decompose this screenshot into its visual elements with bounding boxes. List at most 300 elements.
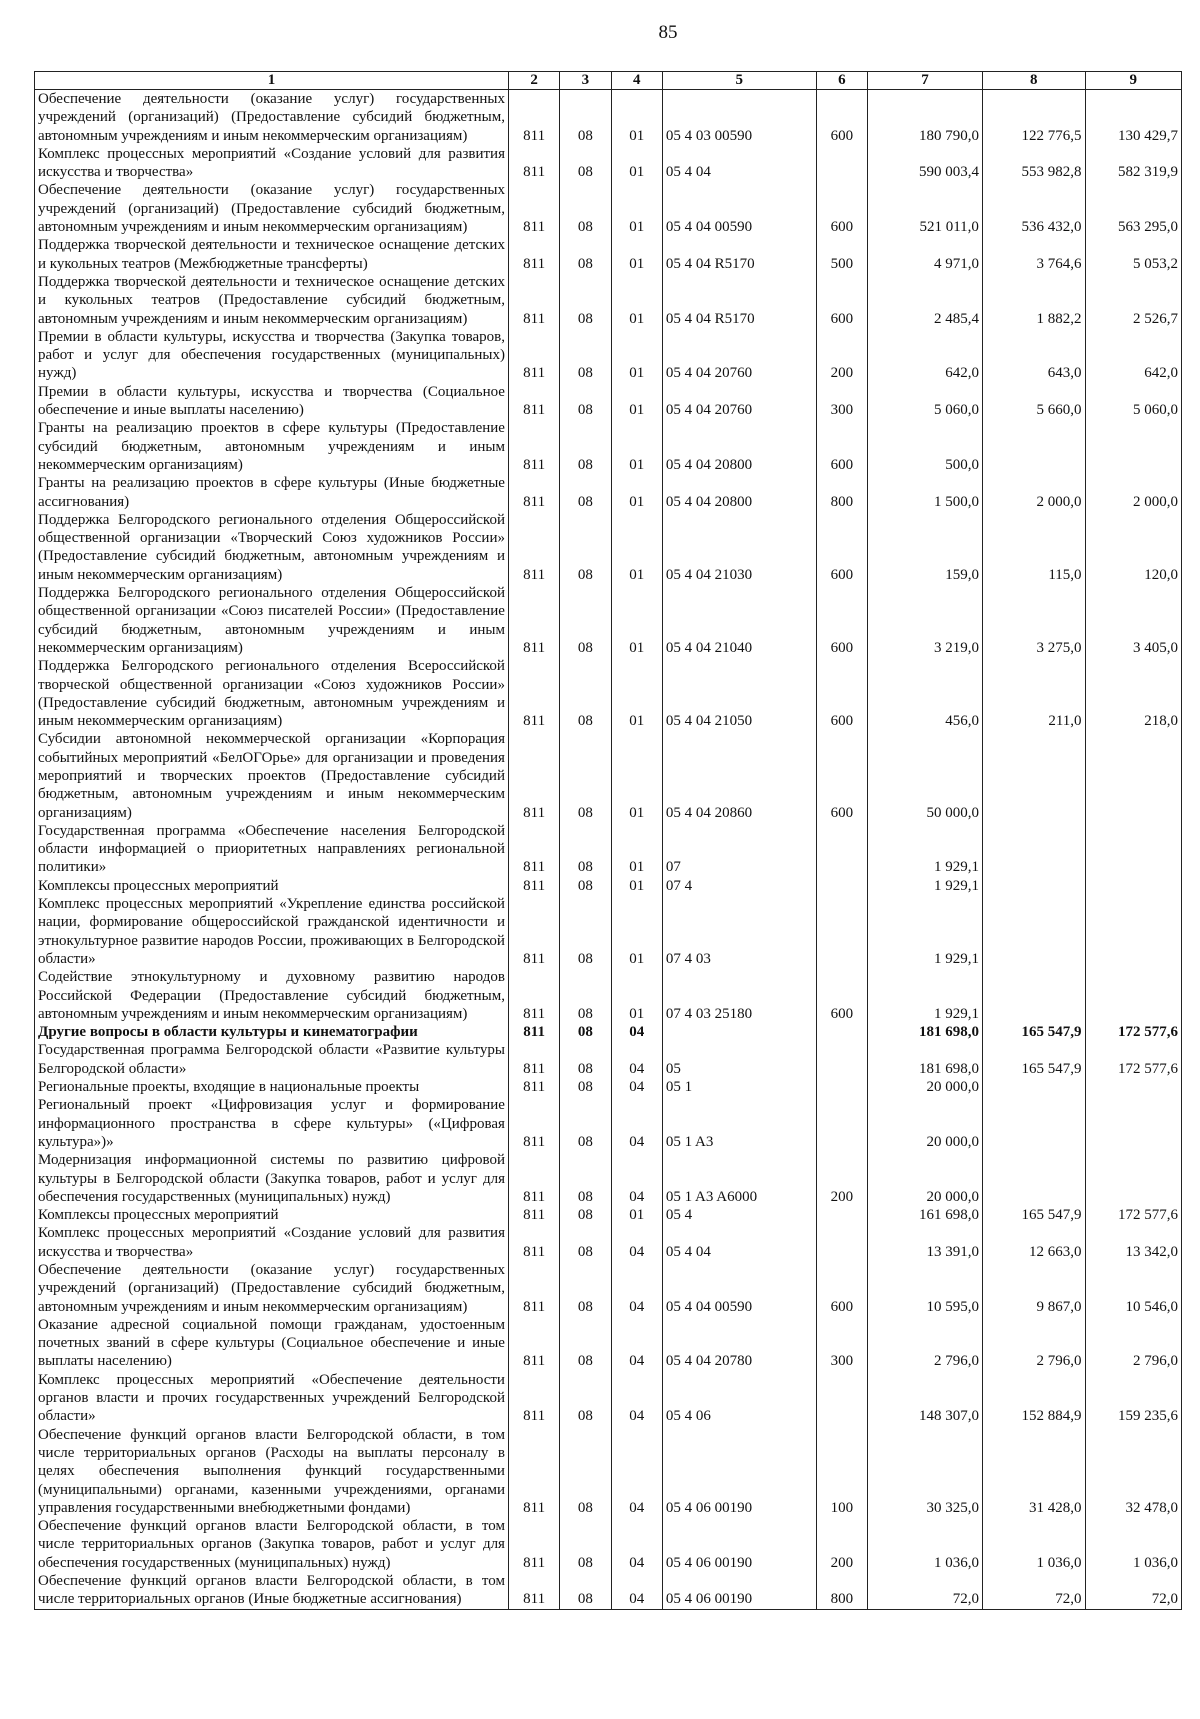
row-expense-type bbox=[816, 1371, 867, 1426]
table-row bbox=[35, 1426, 1182, 1517]
row-subsection: 01 bbox=[611, 1206, 662, 1224]
row-subsection: 01 bbox=[611, 474, 662, 511]
row-expense-type bbox=[816, 1041, 867, 1078]
row-amount-year1: 3 219,0 bbox=[868, 584, 983, 657]
row-amount-year3: 172 577,6 bbox=[1085, 1041, 1181, 1078]
table-row bbox=[35, 273, 1182, 328]
col-header-7: 7 bbox=[868, 72, 983, 90]
row-name: Обеспечение функций органов власти Белгородской области, в том числе территориальных органов (Иные бюджетные ассигнования) bbox=[35, 1572, 509, 1609]
row-amount-year1: 181 698,0 bbox=[868, 1023, 983, 1041]
row-amount-year1: 500,0 bbox=[868, 419, 983, 474]
row-amount-year1: 148 307,0 bbox=[868, 1371, 983, 1426]
row-amount-year1: 590 003,4 bbox=[868, 145, 983, 182]
table-row bbox=[35, 1572, 1182, 1609]
row-section: 08 bbox=[560, 657, 611, 730]
row-expense-type: 600 bbox=[816, 968, 867, 1023]
row-section: 08 bbox=[560, 968, 611, 1023]
row-section: 08 bbox=[560, 1261, 611, 1316]
row-expense-type: 600 bbox=[816, 90, 867, 145]
row-amount-year3 bbox=[1085, 822, 1181, 877]
row-subsection: 04 bbox=[611, 1371, 662, 1426]
row-section: 08 bbox=[560, 1041, 611, 1078]
row-subsection: 04 bbox=[611, 1517, 662, 1572]
row-name: Обеспечение деятельности (оказание услуг) государственных учреждений (организаций) (Предоставление субсидий бюджетным, автономным учреждениям и иным некоммерческим организациям) bbox=[35, 181, 509, 236]
row-expense-type: 600 bbox=[816, 730, 867, 821]
row-section: 08 bbox=[560, 1224, 611, 1261]
row-ministry-code: 811 bbox=[508, 1096, 559, 1151]
row-target-article: 05 4 04 21030 bbox=[662, 511, 816, 584]
row-amount-year3: 72,0 bbox=[1085, 1572, 1181, 1609]
col-header-5: 5 bbox=[662, 72, 816, 90]
row-amount-year2 bbox=[982, 822, 1085, 877]
row-subsection: 01 bbox=[611, 273, 662, 328]
row-amount-year3: 218,0 bbox=[1085, 657, 1181, 730]
row-amount-year3: 2 000,0 bbox=[1085, 474, 1181, 511]
row-subsection: 04 bbox=[611, 1151, 662, 1206]
row-amount-year3: 159 235,6 bbox=[1085, 1371, 1181, 1426]
row-subsection: 04 bbox=[611, 1224, 662, 1261]
row-name: Поддержка творческой деятельности и техническое оснащение детских и кукольных театров (Предоставление субсидий бюджетным, автономным учреждениям и иным некоммерческим организациям) bbox=[35, 273, 509, 328]
row-name: Премии в области культуры, искусства и творчества (Социальное обеспечение и иные выплаты населению) bbox=[35, 383, 509, 420]
row-expense-type: 600 bbox=[816, 273, 867, 328]
table-body bbox=[35, 90, 1182, 1610]
row-amount-year2: 3 764,6 bbox=[982, 236, 1085, 273]
table-row bbox=[35, 145, 1182, 182]
row-amount-year3: 13 342,0 bbox=[1085, 1224, 1181, 1261]
row-name: Субсидии автономной некоммерческой организации «Корпорация событийных мероприятий «БелОГОрье» для организации и проведения мероприятий и творческих проектов (Предоставление субсидий бюджетным, автономным учреждениям и иным некоммерческим организациям) bbox=[35, 730, 509, 821]
table-row bbox=[35, 1224, 1182, 1261]
row-amount-year1: 30 325,0 bbox=[868, 1426, 983, 1517]
row-expense-type: 200 bbox=[816, 1151, 867, 1206]
row-section: 08 bbox=[560, 1517, 611, 1572]
page-number: 85 bbox=[658, 22, 678, 43]
row-amount-year3 bbox=[1085, 968, 1181, 1023]
row-amount-year3 bbox=[1085, 895, 1181, 968]
row-ministry-code: 811 bbox=[508, 1426, 559, 1517]
row-expense-type: 600 bbox=[816, 584, 867, 657]
row-subsection: 04 bbox=[611, 1426, 662, 1517]
row-name: Обеспечение деятельности (оказание услуг) государственных учреждений (организаций) (Предоставление субсидий бюджетным, автономным учреждениям и иным некоммерческим организациям) bbox=[35, 1261, 509, 1316]
row-target-article bbox=[662, 1023, 816, 1041]
row-amount-year3: 582 319,9 bbox=[1085, 145, 1181, 182]
row-amount-year2: 165 547,9 bbox=[982, 1041, 1085, 1078]
row-expense-type bbox=[816, 877, 867, 895]
row-section: 08 bbox=[560, 822, 611, 877]
row-target-article: 05 4 06 bbox=[662, 1371, 816, 1426]
row-ministry-code: 811 bbox=[508, 1224, 559, 1261]
row-section: 08 bbox=[560, 181, 611, 236]
row-section: 08 bbox=[560, 474, 611, 511]
row-section: 08 bbox=[560, 1371, 611, 1426]
row-target-article: 05 4 04 21050 bbox=[662, 657, 816, 730]
row-expense-type: 200 bbox=[816, 328, 867, 383]
row-expense-type: 500 bbox=[816, 236, 867, 273]
row-section: 08 bbox=[560, 1316, 611, 1371]
row-amount-year3: 130 429,7 bbox=[1085, 90, 1181, 145]
table-row bbox=[35, 895, 1182, 968]
row-amount-year2 bbox=[982, 895, 1085, 968]
row-section: 08 bbox=[560, 895, 611, 968]
row-amount-year2 bbox=[982, 1151, 1085, 1206]
table-row bbox=[35, 1023, 1182, 1041]
row-subsection: 01 bbox=[611, 657, 662, 730]
row-amount-year1: 13 391,0 bbox=[868, 1224, 983, 1261]
row-amount-year1: 20 000,0 bbox=[868, 1096, 983, 1151]
row-amount-year2: 165 547,9 bbox=[982, 1023, 1085, 1041]
table-row bbox=[35, 968, 1182, 1023]
row-amount-year3: 5 053,2 bbox=[1085, 236, 1181, 273]
row-ministry-code: 811 bbox=[508, 474, 559, 511]
row-amount-year2: 115,0 bbox=[982, 511, 1085, 584]
row-amount-year1: 1 929,1 bbox=[868, 877, 983, 895]
row-amount-year2: 122 776,5 bbox=[982, 90, 1085, 145]
row-amount-year3: 3 405,0 bbox=[1085, 584, 1181, 657]
row-amount-year3: 2 526,7 bbox=[1085, 273, 1181, 328]
row-section: 08 bbox=[560, 1206, 611, 1224]
row-target-article: 05 4 04 20800 bbox=[662, 419, 816, 474]
table-row bbox=[35, 1078, 1182, 1096]
row-section: 08 bbox=[560, 1023, 611, 1041]
row-name: Поддержка Белгородского регионального отделения Всероссийской творческой общественной организации «Союз художников России» (Предоставление субсидий бюджетным, автономным учреждениям и иным некоммерческим организациям) bbox=[35, 657, 509, 730]
table-row bbox=[35, 584, 1182, 657]
row-target-article: 05 4 04 00590 bbox=[662, 1261, 816, 1316]
row-target-article: 05 4 04 R5170 bbox=[662, 273, 816, 328]
col-header-4: 4 bbox=[611, 72, 662, 90]
row-ministry-code: 811 bbox=[508, 273, 559, 328]
row-target-article: 05 4 04 bbox=[662, 1224, 816, 1261]
row-subsection: 04 bbox=[611, 1316, 662, 1371]
row-ministry-code: 811 bbox=[508, 1041, 559, 1078]
row-amount-year3: 642,0 bbox=[1085, 328, 1181, 383]
row-section: 08 bbox=[560, 383, 611, 420]
row-amount-year2: 2 796,0 bbox=[982, 1316, 1085, 1371]
row-ministry-code: 811 bbox=[508, 511, 559, 584]
row-section: 08 bbox=[560, 1572, 611, 1609]
col-header-6: 6 bbox=[816, 72, 867, 90]
table-row bbox=[35, 511, 1182, 584]
row-subsection: 01 bbox=[611, 236, 662, 273]
row-amount-year1: 5 060,0 bbox=[868, 383, 983, 420]
row-amount-year1: 10 595,0 bbox=[868, 1261, 983, 1316]
row-target-article: 05 4 04 20860 bbox=[662, 730, 816, 821]
table-row bbox=[35, 419, 1182, 474]
row-subsection: 01 bbox=[611, 383, 662, 420]
row-name: Оказание адресной социальной помощи гражданам, удостоенным почетных званий в сфере культуры (Социальное обеспечение и иные выплаты населению) bbox=[35, 1316, 509, 1371]
row-amount-year2: 2 000,0 bbox=[982, 474, 1085, 511]
row-expense-type bbox=[816, 1206, 867, 1224]
row-ministry-code: 811 bbox=[508, 968, 559, 1023]
row-name: Комплексы процессных мероприятий bbox=[35, 877, 509, 895]
row-target-article: 05 4 06 00190 bbox=[662, 1517, 816, 1572]
row-subsection: 04 bbox=[611, 1078, 662, 1096]
row-ministry-code: 811 bbox=[508, 1316, 559, 1371]
row-amount-year1: 50 000,0 bbox=[868, 730, 983, 821]
row-name: Государственная программа Белгородской области «Развитие культуры Белгородской области» bbox=[35, 1041, 509, 1078]
row-ministry-code: 811 bbox=[508, 419, 559, 474]
table-row bbox=[35, 822, 1182, 877]
row-subsection: 01 bbox=[611, 968, 662, 1023]
table-row bbox=[35, 1517, 1182, 1572]
row-ministry-code: 811 bbox=[508, 328, 559, 383]
row-ministry-code: 811 bbox=[508, 1206, 559, 1224]
row-target-article: 05 bbox=[662, 1041, 816, 1078]
row-ministry-code: 811 bbox=[508, 1023, 559, 1041]
row-target-article: 07 4 bbox=[662, 877, 816, 895]
row-ministry-code: 811 bbox=[508, 1151, 559, 1206]
row-amount-year1: 20 000,0 bbox=[868, 1151, 983, 1206]
row-ministry-code: 811 bbox=[508, 730, 559, 821]
row-amount-year1: 20 000,0 bbox=[868, 1078, 983, 1096]
row-target-article: 05 1 A3 A6000 bbox=[662, 1151, 816, 1206]
table-row bbox=[35, 1206, 1182, 1224]
row-amount-year2: 3 275,0 bbox=[982, 584, 1085, 657]
row-ministry-code: 811 bbox=[508, 236, 559, 273]
row-amount-year2: 9 867,0 bbox=[982, 1261, 1085, 1316]
row-amount-year2 bbox=[982, 1096, 1085, 1151]
row-expense-type bbox=[816, 1224, 867, 1261]
row-name: Комплексы процессных мероприятий bbox=[35, 1206, 509, 1224]
row-expense-type: 600 bbox=[816, 181, 867, 236]
row-section: 08 bbox=[560, 419, 611, 474]
row-target-article: 07 4 03 25180 bbox=[662, 968, 816, 1023]
row-expense-type: 100 bbox=[816, 1426, 867, 1517]
row-ministry-code: 811 bbox=[508, 657, 559, 730]
row-section: 08 bbox=[560, 877, 611, 895]
row-name: Другие вопросы в области культуры и кинематографии bbox=[35, 1023, 509, 1041]
row-name: Региональные проекты, входящие в национальные проекты bbox=[35, 1078, 509, 1096]
table-row bbox=[35, 1096, 1182, 1151]
row-ministry-code: 811 bbox=[508, 822, 559, 877]
row-section: 08 bbox=[560, 145, 611, 182]
row-target-article: 05 1 bbox=[662, 1078, 816, 1096]
row-amount-year1: 181 698,0 bbox=[868, 1041, 983, 1078]
table-row bbox=[35, 1261, 1182, 1316]
table-row bbox=[35, 328, 1182, 383]
row-name: Поддержка Белгородского регионального отделения Общероссийской общественной организации «Союз писателей России» (Предоставление субсидий бюджетным, автономным учреждениям и иным некоммерческим организациям) bbox=[35, 584, 509, 657]
row-amount-year1: 2 485,4 bbox=[868, 273, 983, 328]
row-ministry-code: 811 bbox=[508, 1572, 559, 1609]
row-amount-year1: 456,0 bbox=[868, 657, 983, 730]
row-section: 08 bbox=[560, 328, 611, 383]
row-ministry-code: 811 bbox=[508, 90, 559, 145]
row-amount-year1: 180 790,0 bbox=[868, 90, 983, 145]
row-amount-year3: 1 036,0 bbox=[1085, 1517, 1181, 1572]
col-header-2: 2 bbox=[508, 72, 559, 90]
row-section: 08 bbox=[560, 1096, 611, 1151]
table-row bbox=[35, 1371, 1182, 1426]
header-row bbox=[35, 72, 1182, 90]
row-target-article: 05 4 04 20780 bbox=[662, 1316, 816, 1371]
row-ministry-code: 811 bbox=[508, 1371, 559, 1426]
row-ministry-code: 811 bbox=[508, 895, 559, 968]
row-amount-year3: 32 478,0 bbox=[1085, 1426, 1181, 1517]
row-amount-year2: 536 432,0 bbox=[982, 181, 1085, 236]
row-section: 08 bbox=[560, 730, 611, 821]
row-amount-year2: 12 663,0 bbox=[982, 1224, 1085, 1261]
table-row bbox=[35, 90, 1182, 145]
row-amount-year3 bbox=[1085, 1096, 1181, 1151]
row-amount-year2: 31 428,0 bbox=[982, 1426, 1085, 1517]
row-amount-year2 bbox=[982, 877, 1085, 895]
row-name: Комплекс процессных мероприятий «Обеспечение деятельности органов власти и прочих государственных учреждений Белгородской области» bbox=[35, 1371, 509, 1426]
row-ministry-code: 811 bbox=[508, 584, 559, 657]
col-header-3: 3 bbox=[560, 72, 611, 90]
table-row bbox=[35, 236, 1182, 273]
row-expense-type bbox=[816, 1096, 867, 1151]
row-section: 08 bbox=[560, 1151, 611, 1206]
row-amount-year1: 161 698,0 bbox=[868, 1206, 983, 1224]
row-section: 08 bbox=[560, 236, 611, 273]
row-target-article: 05 4 04 20760 bbox=[662, 383, 816, 420]
row-amount-year2 bbox=[982, 419, 1085, 474]
row-amount-year1: 1 929,1 bbox=[868, 822, 983, 877]
row-target-article: 05 4 03 00590 bbox=[662, 90, 816, 145]
row-expense-type: 200 bbox=[816, 1517, 867, 1572]
col-header-9: 9 bbox=[1085, 72, 1181, 90]
row-name: Поддержка творческой деятельности и техническое оснащение детских и кукольных театров (Межбюджетные трансферты) bbox=[35, 236, 509, 273]
table-row bbox=[35, 1316, 1182, 1371]
table-row bbox=[35, 877, 1182, 895]
row-expense-type: 600 bbox=[816, 1261, 867, 1316]
row-amount-year2: 165 547,9 bbox=[982, 1206, 1085, 1224]
row-subsection: 04 bbox=[611, 1023, 662, 1041]
row-amount-year3 bbox=[1085, 419, 1181, 474]
row-amount-year1: 1 500,0 bbox=[868, 474, 983, 511]
table-row bbox=[35, 730, 1182, 821]
row-amount-year3 bbox=[1085, 1078, 1181, 1096]
row-expense-type: 800 bbox=[816, 1572, 867, 1609]
row-target-article: 07 4 03 bbox=[662, 895, 816, 968]
row-name: Обеспечение функций органов власти Белгородской области, в том числе территориальных органов (Расходы на выплаты персоналу в целях обеспечения выполнения функций государственными (муниципальными) органами, казенными учреждениями, органами управления государственными внебюджетными фондами) bbox=[35, 1426, 509, 1517]
row-expense-type bbox=[816, 822, 867, 877]
row-expense-type bbox=[816, 145, 867, 182]
row-name: Модернизация информационной системы по развитию цифровой культуры в Белгородской области (Закупка товаров, работ и услуг для обеспечения государственных (муниципальных) нужд) bbox=[35, 1151, 509, 1206]
row-section: 08 bbox=[560, 273, 611, 328]
table-row bbox=[35, 1151, 1182, 1206]
row-subsection: 01 bbox=[611, 822, 662, 877]
row-amount-year1: 1 929,1 bbox=[868, 895, 983, 968]
table-row bbox=[35, 1041, 1182, 1078]
row-amount-year3 bbox=[1085, 877, 1181, 895]
row-amount-year3: 120,0 bbox=[1085, 511, 1181, 584]
row-ministry-code: 811 bbox=[508, 1261, 559, 1316]
row-target-article: 05 1 A3 bbox=[662, 1096, 816, 1151]
row-ministry-code: 811 bbox=[508, 1517, 559, 1572]
row-subsection: 04 bbox=[611, 1096, 662, 1151]
row-ministry-code: 811 bbox=[508, 877, 559, 895]
row-expense-type: 600 bbox=[816, 419, 867, 474]
row-expense-type: 300 bbox=[816, 1316, 867, 1371]
row-target-article: 05 4 bbox=[662, 1206, 816, 1224]
row-name: Содействие этнокультурному и духовному развитию народов Российской Федерации (Предоставление субсидий бюджетным, автономным учреждениям и иным некоммерческим организациям) bbox=[35, 968, 509, 1023]
row-amount-year3: 172 577,6 bbox=[1085, 1206, 1181, 1224]
row-expense-type: 300 bbox=[816, 383, 867, 420]
row-ministry-code: 811 bbox=[508, 181, 559, 236]
row-amount-year2: 1 882,2 bbox=[982, 273, 1085, 328]
row-name: Обеспечение деятельности (оказание услуг) государственных учреждений (организаций) (Предоставление субсидий бюджетным, автономным учреждениям и иным некоммерческим организациям) bbox=[35, 90, 509, 145]
row-name: Поддержка Белгородского регионального отделения Общероссийской общественной организации «Творческий Союз художников России» (Предоставление субсидий бюджетным, автономным учреждениям и иным некоммерческим организациям) bbox=[35, 511, 509, 584]
row-target-article: 05 4 04 20800 bbox=[662, 474, 816, 511]
row-subsection: 01 bbox=[611, 584, 662, 657]
budget-table bbox=[34, 71, 1182, 1610]
row-name: Гранты на реализацию проектов в сфере культуры (Предоставление субсидий бюджетным, автономным учреждениям и иным некоммерческим организациям) bbox=[35, 419, 509, 474]
row-subsection: 01 bbox=[611, 895, 662, 968]
row-amount-year2: 5 660,0 bbox=[982, 383, 1085, 420]
row-target-article: 05 4 04 21040 bbox=[662, 584, 816, 657]
row-name: Региональный проект «Цифровизация услуг и формирование информационного пространства в сфере культуры» («Цифровая культура»)» bbox=[35, 1096, 509, 1151]
row-target-article: 05 4 04 20760 bbox=[662, 328, 816, 383]
row-target-article: 05 4 06 00190 bbox=[662, 1426, 816, 1517]
row-subsection: 04 bbox=[611, 1261, 662, 1316]
row-amount-year1: 521 011,0 bbox=[868, 181, 983, 236]
row-subsection: 01 bbox=[611, 877, 662, 895]
row-ministry-code: 811 bbox=[508, 1078, 559, 1096]
table-row bbox=[35, 657, 1182, 730]
row-expense-type bbox=[816, 1023, 867, 1041]
row-name: Гранты на реализацию проектов в сфере культуры (Иные бюджетные ассигнования) bbox=[35, 474, 509, 511]
row-amount-year3 bbox=[1085, 730, 1181, 821]
row-expense-type bbox=[816, 895, 867, 968]
row-amount-year2: 72,0 bbox=[982, 1572, 1085, 1609]
row-amount-year1: 1 036,0 bbox=[868, 1517, 983, 1572]
row-name: Комплекс процессных мероприятий «Создание условий для развития искусства и творчества» bbox=[35, 145, 509, 182]
row-name: Комплекс процессных мероприятий «Создание условий для развития искусства и творчества» bbox=[35, 1224, 509, 1261]
row-expense-type: 800 bbox=[816, 474, 867, 511]
row-amount-year2: 553 982,8 bbox=[982, 145, 1085, 182]
table-row bbox=[35, 383, 1182, 420]
row-section: 08 bbox=[560, 1426, 611, 1517]
row-expense-type: 600 bbox=[816, 511, 867, 584]
row-subsection: 01 bbox=[611, 511, 662, 584]
row-subsection: 01 bbox=[611, 90, 662, 145]
row-amount-year3: 2 796,0 bbox=[1085, 1316, 1181, 1371]
table-row bbox=[35, 181, 1182, 236]
row-target-article: 05 4 06 00190 bbox=[662, 1572, 816, 1609]
row-amount-year3 bbox=[1085, 1151, 1181, 1206]
row-section: 08 bbox=[560, 90, 611, 145]
row-section: 08 bbox=[560, 584, 611, 657]
row-amount-year1: 1 929,1 bbox=[868, 968, 983, 1023]
row-subsection: 01 bbox=[611, 181, 662, 236]
row-amount-year2: 211,0 bbox=[982, 657, 1085, 730]
row-subsection: 01 bbox=[611, 328, 662, 383]
row-amount-year1: 72,0 bbox=[868, 1572, 983, 1609]
row-amount-year3: 563 295,0 bbox=[1085, 181, 1181, 236]
row-ministry-code: 811 bbox=[508, 383, 559, 420]
row-amount-year2 bbox=[982, 1078, 1085, 1096]
row-target-article: 05 4 04 00590 bbox=[662, 181, 816, 236]
row-subsection: 01 bbox=[611, 145, 662, 182]
row-section: 08 bbox=[560, 511, 611, 584]
row-amount-year2: 1 036,0 bbox=[982, 1517, 1085, 1572]
row-amount-year3: 172 577,6 bbox=[1085, 1023, 1181, 1041]
row-ministry-code: 811 bbox=[508, 145, 559, 182]
row-section: 08 bbox=[560, 1078, 611, 1096]
row-amount-year1: 4 971,0 bbox=[868, 236, 983, 273]
row-name: Премии в области культуры, искусства и творчества (Закупка товаров, работ и услуг для обеспечения государственных (муниципальных) нужд) bbox=[35, 328, 509, 383]
row-name: Комплекс процессных мероприятий «Укрепление единства российской нации, формирование общероссийской гражданской идентичности и этнокультурное развитие народов России, проживающих в Белгородской области» bbox=[35, 895, 509, 968]
row-expense-type bbox=[816, 1078, 867, 1096]
row-amount-year1: 2 796,0 bbox=[868, 1316, 983, 1371]
row-subsection: 04 bbox=[611, 1041, 662, 1078]
row-subsection: 01 bbox=[611, 419, 662, 474]
row-name: Государственная программа «Обеспечение населения Белгородской области информацией о приоритетных направлениях региональной политики» bbox=[35, 822, 509, 877]
row-name: Обеспечение функций органов власти Белгородской области, в том числе территориальных органов (Закупка товаров, работ и услуг для обеспечения государственных (муниципальных) нужд) bbox=[35, 1517, 509, 1572]
row-amount-year2: 643,0 bbox=[982, 328, 1085, 383]
row-expense-type: 600 bbox=[816, 657, 867, 730]
row-amount-year1: 642,0 bbox=[868, 328, 983, 383]
row-amount-year1: 159,0 bbox=[868, 511, 983, 584]
